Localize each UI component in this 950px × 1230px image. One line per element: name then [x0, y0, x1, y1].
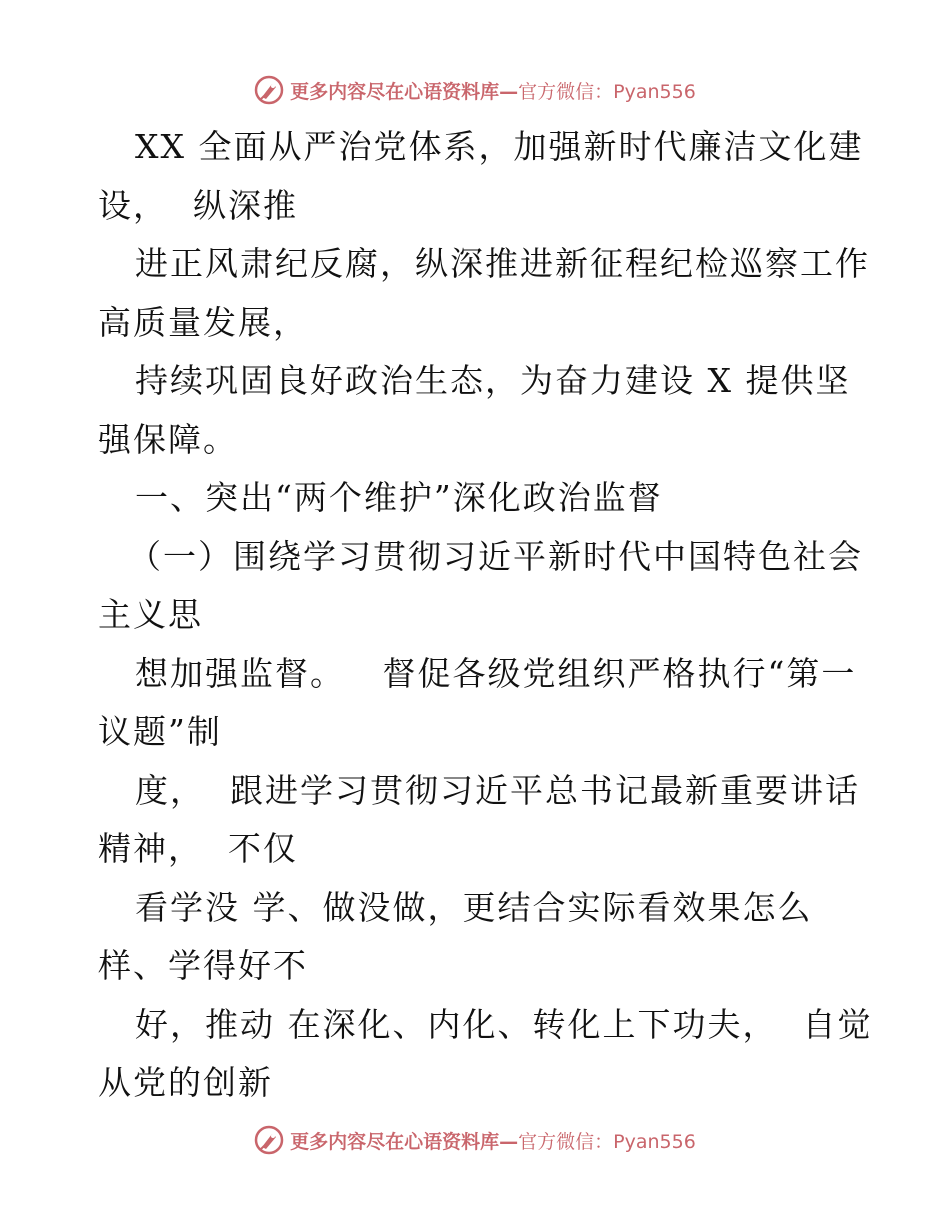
section-heading: 一、突出“两个维护”深化政治监督	[135, 478, 663, 517]
header-banner-text	[290, 77, 696, 104]
header-separator: —	[499, 80, 519, 103]
footer-wechat-text: 官方微信：Pyan556	[518, 1130, 696, 1153]
body-line: 从党的创新	[98, 1063, 273, 1102]
body-line: 样、学得好不	[98, 946, 308, 985]
document-body	[98, 118, 873, 1113]
body-line: 看学没 学、做没做，更结合实际看效果怎么	[135, 887, 813, 927]
body-line: 设， 纵深推	[98, 185, 298, 225]
body-line: 好，推动 在深化、内化、转化上下功夫， 自觉	[135, 1004, 873, 1044]
body-line: 主义思	[98, 595, 203, 634]
body-line: 度， 跟进学习贯彻习近平总书记最新重要讲话	[135, 770, 860, 810]
footer-banner-text	[290, 1127, 696, 1154]
header-wechat-text: 官方微信：Pyan556	[518, 80, 696, 103]
footer-banner	[0, 1120, 950, 1160]
pen-nib-logo-icon	[254, 75, 284, 105]
footer-separator: —	[499, 1130, 519, 1153]
subsection-heading: （一）围绕学习贯彻习近平新时代中国特色社会	[128, 536, 863, 576]
header-banner	[0, 70, 950, 110]
body-line: XX 全面从严治党体系，加强新时代廉洁文化建	[135, 127, 864, 166]
pen-nib-logo-icon	[254, 1125, 284, 1155]
body-line: 想加强监督。 督促各级党组织严格执行“第一	[135, 653, 857, 693]
header-site-text: 更多内容尽在心语资料库	[290, 80, 500, 103]
footer-site-text: 更多内容尽在心语资料库	[290, 1130, 500, 1153]
body-line: 高质量发展，	[98, 302, 308, 342]
body-line: 强保障。	[98, 419, 238, 459]
body-line: 持续巩固良好政治生态，为奋力建设 X 提供坚	[135, 361, 851, 400]
body-line: 进正风肃纪反腐，纵深推进新征程纪检巡察工作	[135, 244, 870, 283]
body-line: 议题”制	[98, 712, 222, 751]
body-line: 精神， 不仅	[98, 829, 298, 868]
